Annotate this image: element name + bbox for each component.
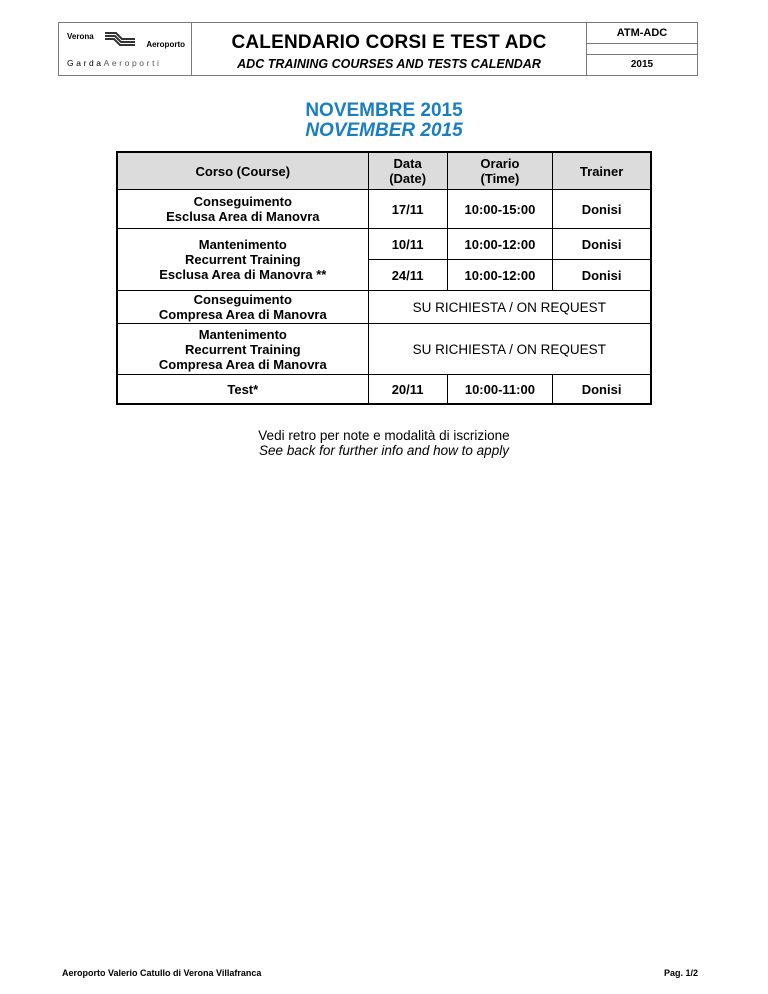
table-row bbox=[117, 291, 651, 324]
table-header-row bbox=[117, 152, 651, 190]
header-time: Orario (Time) bbox=[447, 152, 553, 190]
on-request-cell: SU RICHIESTA / ON REQUEST bbox=[368, 291, 651, 324]
header-trainer: Trainer bbox=[553, 152, 651, 190]
airport-wave-icon bbox=[103, 30, 137, 50]
logo-word-right: Aeroporto bbox=[146, 40, 185, 49]
table-row bbox=[117, 324, 651, 375]
time-cell: 10:00-12:00 bbox=[447, 229, 553, 260]
date-cell: 24/11 bbox=[368, 260, 447, 291]
logo-tagline: GardaAeroporti bbox=[67, 58, 162, 68]
trainer-cell: Donisi bbox=[553, 190, 651, 229]
course-cell: Conseguimento Compresa Area di Manovra bbox=[117, 291, 368, 324]
header-date: Data (Date) bbox=[368, 152, 447, 190]
table-row bbox=[117, 375, 651, 405]
course-calendar-table bbox=[116, 151, 652, 405]
trainer-cell: Donisi bbox=[553, 260, 651, 291]
note-it: Vedi retro per note e modalità di iscrizione bbox=[258, 428, 510, 443]
date-cell: 17/11 bbox=[368, 190, 447, 229]
table-row bbox=[117, 190, 651, 229]
document-code: ATM-ADC bbox=[587, 23, 697, 44]
document-header bbox=[58, 22, 698, 76]
document-year: 2015 bbox=[630, 59, 654, 70]
time-cell: 10:00-15:00 bbox=[447, 190, 553, 229]
time-cell: 10:00-11:00 bbox=[447, 375, 553, 405]
table-row bbox=[117, 229, 651, 260]
date-cell: 20/11 bbox=[368, 375, 447, 405]
page-number: Pag. 1/2 bbox=[663, 968, 698, 978]
month-title-en: NOVEMBER 2015 bbox=[305, 120, 463, 141]
trainer-cell: Donisi bbox=[553, 229, 651, 260]
airport-logo bbox=[59, 23, 192, 75]
month-title-it: NOVEMBRE 2015 bbox=[305, 100, 463, 121]
note-en: See back for further info and how to apply bbox=[259, 443, 509, 458]
document-subtitle: ADC TRAINING COURSES AND TESTS CALENDAR bbox=[237, 57, 541, 71]
time-cell: 10:00-12:00 bbox=[447, 260, 553, 291]
header-course: Corso (Course) bbox=[117, 152, 368, 190]
course-cell: Test* bbox=[117, 375, 368, 405]
logo-word-left: Verona bbox=[67, 32, 94, 41]
course-cell: Conseguimento Esclusa Area di Manovra bbox=[117, 190, 368, 229]
trainer-cell: Donisi bbox=[553, 375, 651, 405]
document-title: CALENDARIO CORSI E TEST ADC bbox=[231, 32, 547, 53]
date-cell: 10/11 bbox=[368, 229, 447, 260]
on-request-cell: SU RICHIESTA / ON REQUEST bbox=[368, 324, 651, 375]
course-cell: Mantenimento Recurrent Training Esclusa Area di Manovra ** bbox=[117, 229, 368, 291]
course-cell: Mantenimento Recurrent Training Compresa Area di Manovra bbox=[117, 324, 368, 375]
footer-airport-name: Aeroporto Valerio Catullo di Verona Villafranca bbox=[62, 968, 262, 978]
